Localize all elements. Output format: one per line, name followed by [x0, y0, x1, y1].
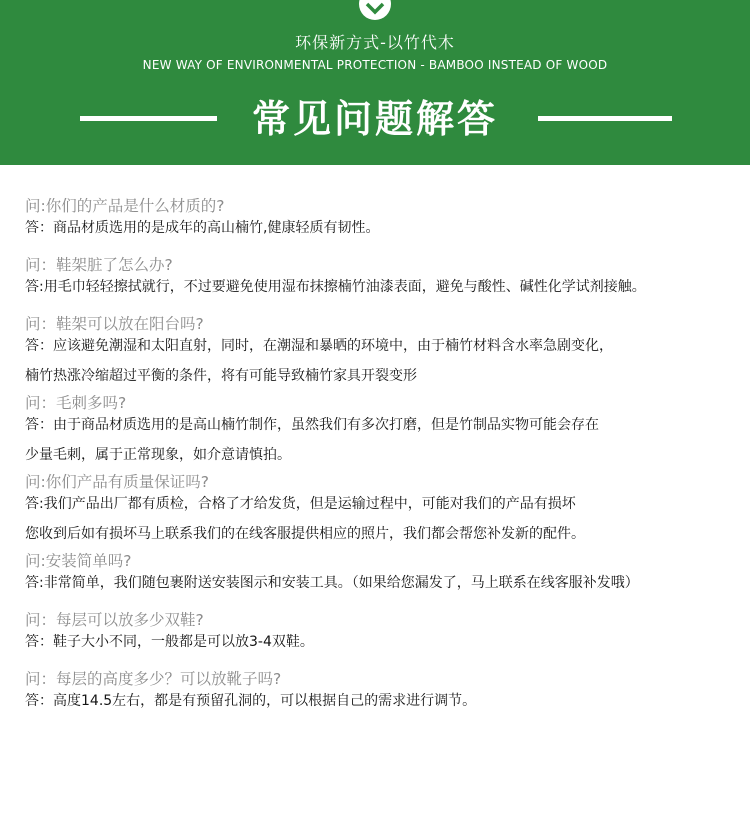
- chevron-down-icon: [358, 0, 392, 22]
- faq-question: 问:你们的产品是什么材质的?: [25, 197, 225, 215]
- faq-answer: 少量毛刺，属于正常现象，如介意请慎拍。: [25, 447, 291, 463]
- title-divider-right: [538, 116, 672, 121]
- faq-question: 问：毛刺多吗?: [25, 394, 127, 412]
- subtitle-chinese: 环保新方式-以竹代木: [295, 33, 455, 52]
- faq-item: [25, 313, 750, 387]
- faq-item: [25, 195, 750, 239]
- faq-answer: 答：鞋子大小不同，一般都是可以放3-4双鞋。: [25, 634, 314, 650]
- faq-question: 问:你们产品有质量保证吗?: [25, 473, 209, 491]
- faq-question: 问：每层的高度多少？可以放靴子吗?: [25, 670, 282, 688]
- faq-answer: 答：商品材质选用的是成年的高山楠竹,健康轻质有韧性。: [25, 220, 380, 236]
- faq-answer: 您收到后如有损坏马上联系我们的在线客服提供相应的照片，我们都会帮您补发新的配件。: [25, 526, 585, 542]
- faq-question: 问:安装简单吗?: [25, 552, 132, 570]
- faq-answer: 答：由于商品材质选用的是高山楠竹制作，虽然我们有多次打磨，但是竹制品实物可能会存在: [25, 417, 599, 433]
- page-title: 常见问题解答: [251, 97, 498, 141]
- header-banner: [0, 0, 750, 165]
- faq-item: [25, 609, 750, 653]
- faq-item: [25, 254, 750, 298]
- faq-item: [25, 392, 750, 466]
- faq-list: [25, 195, 750, 727]
- faq-answer: 答:用毛巾轻轻擦拭就行，不过要避免使用湿布抹擦楠竹油漆表面，避免与酸性、碱性化学试剂接触。: [25, 279, 646, 295]
- faq-item: [25, 550, 750, 594]
- faq-answer: 答:我们产品出厂都有质检，合格了才给发货，但是运输过程中，可能对我们的产品有损坏: [25, 496, 576, 512]
- faq-item: [25, 668, 750, 712]
- faq-answer: 答：高度14.5左右，都是有预留孔洞的，可以根据自己的需求进行调节。: [25, 693, 477, 709]
- faq-question: 问：鞋架脏了怎么办?: [25, 256, 173, 274]
- faq-question: 问：鞋架可以放在阳台吗?: [25, 315, 204, 333]
- faq-item: [25, 471, 750, 545]
- faq-answer: 答:非常简单，我们随包裹附送安装图示和安装工具。（如果给您漏发了，马上联系在线客服补发哦）: [25, 575, 639, 591]
- subtitle-english: NEW WAY OF ENVIRONMENTAL PROTECTION - BAMBOO INSTEAD OF WOOD: [142, 58, 608, 72]
- faq-question: 问：每层可以放多少双鞋?: [25, 611, 204, 629]
- faq-answer: 楠竹热涨冷缩超过平衡的条件，将有可能导致楠竹家具开裂变形: [25, 368, 417, 384]
- faq-answer: 答：应该避免潮湿和太阳直射，同时，在潮湿和暴晒的环境中，由于楠竹材料含水率急剧变化，: [25, 338, 613, 354]
